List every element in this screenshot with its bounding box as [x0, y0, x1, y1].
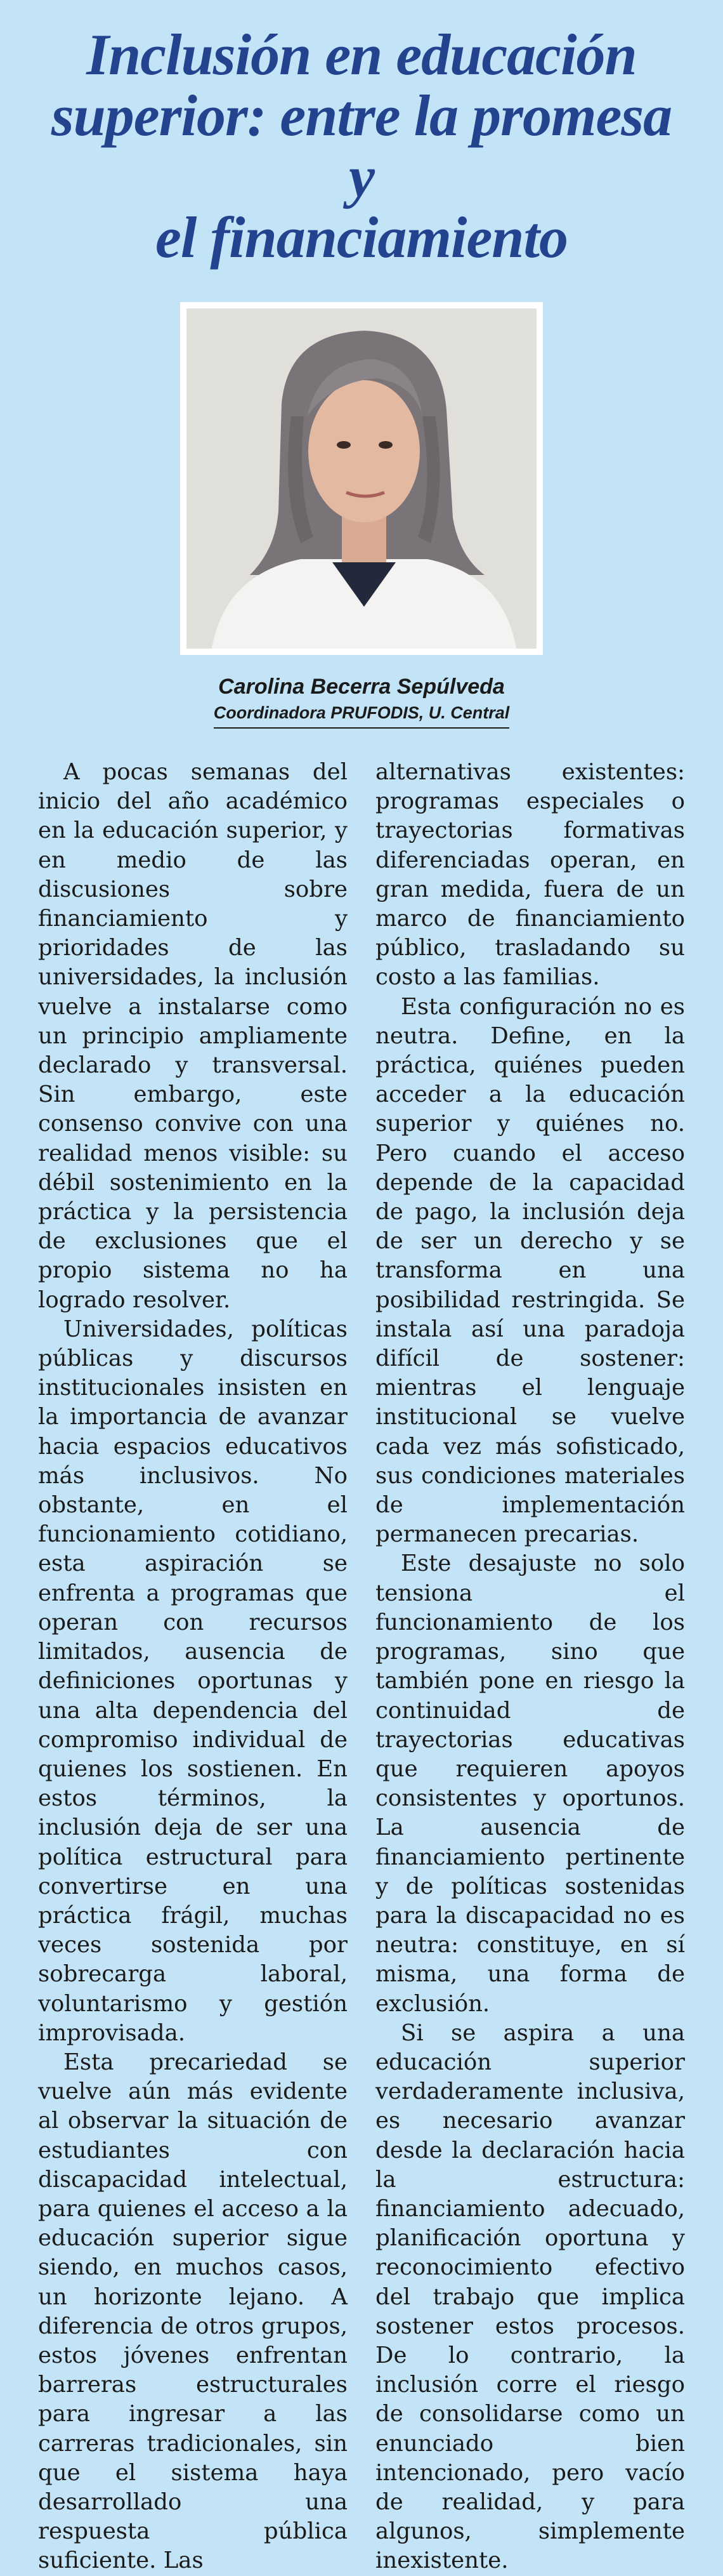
author-name: Carolina Becerra Sepúlveda — [218, 675, 505, 699]
paragraph: Esta precariedad se vuelve aún más evidente al observar la situación de estudiantes con discapacidad intelectual, para quienes el acceso a la educación superior sigue siendo, en muchos casos, un horizonte lejano. A diferencia de otros grupos, estos jóvenes enfrentan barreras estructurales para ingresar a las carreras tradicionales, sin que el sistema haya desarrollado una respuesta pública suficiente. Las — [38, 2049, 348, 2574]
headline-line: superior: entre la promesa y — [51, 83, 672, 209]
article-body — [38, 758, 685, 2576]
paragraph: A pocas semanas del inicio del año académico en la educación superior, y en medio de las discusiones sobre financiamiento y prioridades de las universidades, la inclusión vuelve a instalarse como un principio ampliamente declarado y transversal. Sin embargo, este consenso convive con una realidad menos visible: su débil sostenimiento en la práctica y la persistencia de exclusiones que el propio sistema no ha logrado resolver. — [38, 759, 348, 1313]
article-column-right — [375, 758, 685, 2576]
paragraph: Universidades, políticas públicas y discursos institucionales insisten en la importancia de avanzar hacia espacios educativos más inclusivos. No obstante, en el funcionamiento cotidiano, esta aspiración se enfrenta a programas que operan con recursos limitados, ausencia de definiciones oportunas y una alta dependencia del compromiso individual de quienes los sostienen. En estos términos, la inclusión deja de ser una política estructural para convertirse en una práctica frágil, muchas veces sostenida por sobrecarga laboral, voluntarismo y gestión improvisada. — [38, 1316, 348, 2046]
author-photo-frame — [180, 302, 543, 655]
headline — [38, 24, 685, 268]
headline-line: el financiamiento — [155, 205, 568, 270]
article-column-left — [38, 758, 348, 2576]
author-byline — [38, 673, 685, 729]
paragraph: alternativas existentes: programas especiales o trayectorias formativas diferenciadas operan, en gran medida, fuera de un marco de financiamiento público, trasladando su costo a las familias. — [375, 759, 685, 991]
headline-line: Inclusión en educación — [86, 22, 637, 87]
paragraph: Este desajuste no solo tensiona el funcionamiento de los programas, sino que también pone en riesgo la continuidad de trayectorias educativas que requieren apoyos consistentes y oportunos. La ausencia de financiamiento pertinente y de políticas sostenidas para la discapacidad no es neutra: constituye, en sí misma, una forma de exclusión. — [375, 1550, 685, 2017]
paragraph: Si se aspira a una educación superior verdaderamente inclusiva, es necesario avanzar desde la declaración hacia la estructura: financiamiento adecuado, planificación oportuna y reconocimiento efectivo del trabajo que implica sostener estos procesos. De lo contrario, la inclusión corre el riesgo de consolidarse como un enunciado bien intencionado, pero vacío de realidad, y para algunos, simplemente inexistente. — [375, 2019, 685, 2574]
author-role: Coordinadora PRUFODIS, U. Central — [214, 701, 510, 729]
author-photo — [186, 308, 537, 649]
paragraph: Esta configuración no es neutra. Define, en la práctica, quiénes pueden acceder a la educación superior y quiénes no. Pero cuando el acceso depende de la capacidad de pago, la inclusión deja de ser un derecho y se transforma en una posibilidad restringida. Se instala así una paradoja difícil de sostener: mientras el lenguaje institucional se vuelve cada vez más sofisticado, sus condiciones materiales de implementación permanecen precarias. — [375, 993, 685, 1548]
